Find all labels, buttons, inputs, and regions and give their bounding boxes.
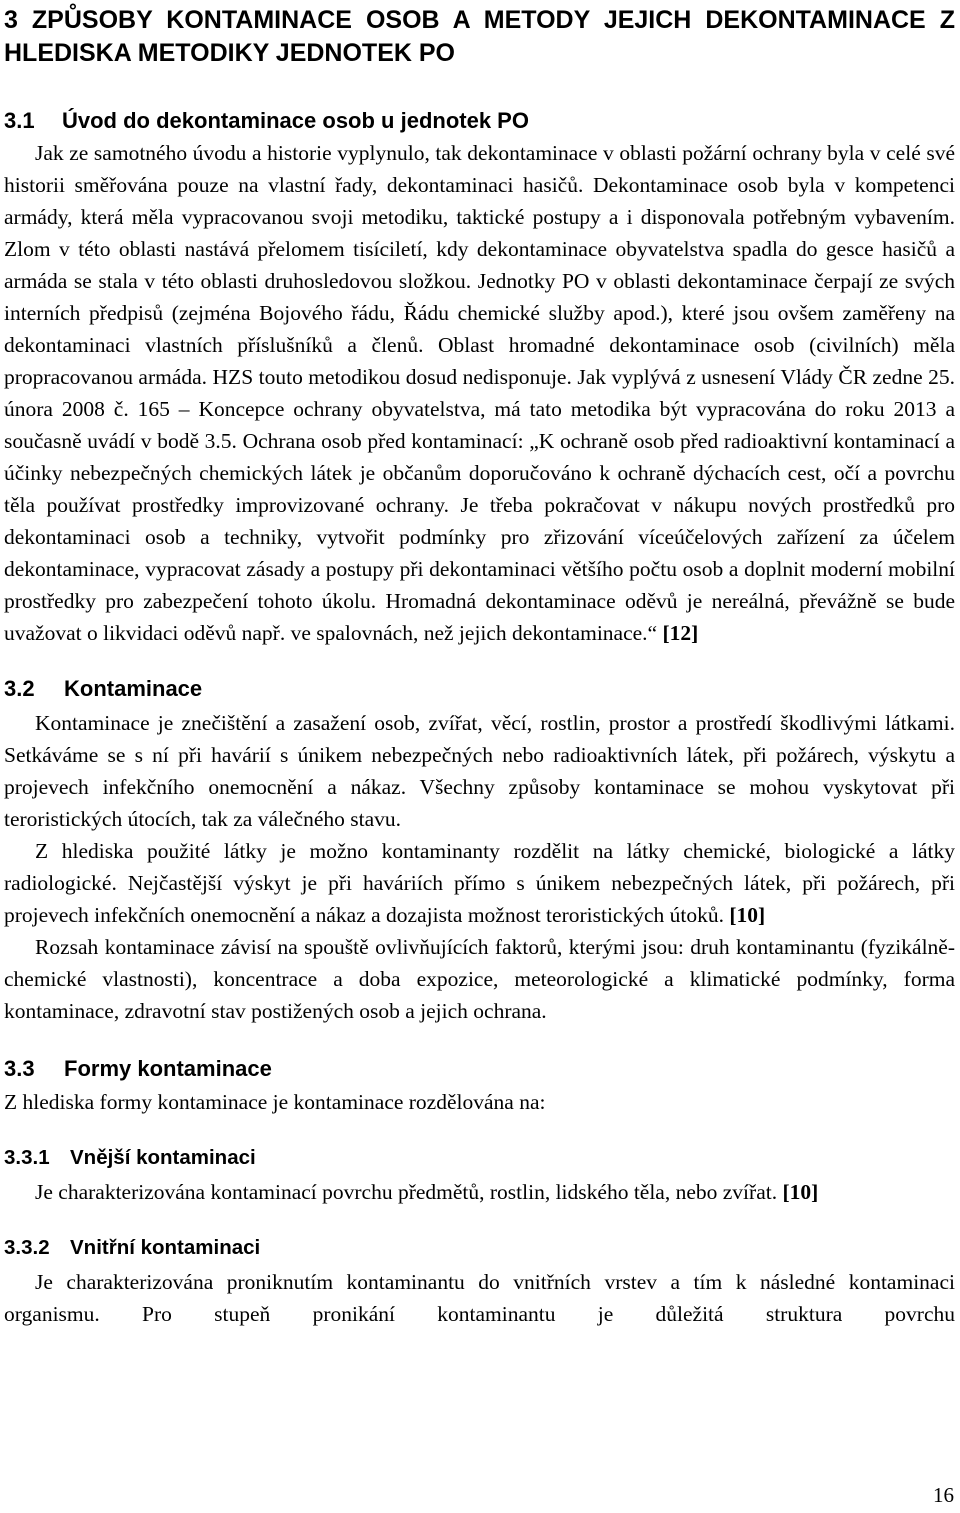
section-title: Vnitřní kontaminaci <box>70 1236 261 1259</box>
subsection-heading <box>4 1144 955 1172</box>
section-heading <box>4 105 955 137</box>
citation: [12] <box>662 621 699 645</box>
paragraph <box>4 931 955 1027</box>
paragraph-text: Rozsah kontaminace závisí na spouště ovlivňujících faktorů, kterými jsou: druh kontaminantu (fyzikálně-chemické vlastnosti), koncentrace a doba expozice, meteorologické a klimatické podmínky, forma kontaminace, zdravotní stav postižených osob a jejich ochrana. <box>4 935 955 1023</box>
section-number: 3.3.2 <box>4 1236 50 1259</box>
paragraph <box>4 1176 955 1208</box>
paragraph <box>4 1086 955 1118</box>
paragraph <box>4 1266 955 1330</box>
section-heading <box>4 674 955 704</box>
section-number: 3.2 <box>4 676 35 701</box>
chapter-heading: 3 ZPŮSOBY KONTAMINACE OSOB A METODY JEJICH DEKONTAMINACE Z HLEDISKA METODIKY JEDNOTEK PO <box>4 6 955 67</box>
section-3-3-1 <box>4 1144 955 1208</box>
paragraph-text: Z hlediska použité látky je možno kontaminanty rozdělit na látky chemické, biologické a látky radiologické. Nejčastější výskyt je při haváriích přímo s únikem nebezpečných látek, při požárech, při projevech infekčních onemocnění a nákaz a dozajista možnost teroristických útoků. <box>4 839 955 927</box>
section-3-3-2 <box>4 1234 955 1330</box>
section-3-2 <box>4 674 955 1027</box>
paragraph-text: Je charakterizována kontaminací povrchu předmětů, rostlin, lidského těla, nebo zvířat. <box>35 1180 778 1204</box>
citation: [10] <box>729 903 766 927</box>
page-number: 16 <box>933 1483 954 1507</box>
section-3-1 <box>4 105 955 649</box>
section-title: Úvod do dekontaminace osob u jednotek PO <box>62 108 529 133</box>
section-title: Vnější kontaminaci <box>70 1146 256 1169</box>
section-title: Formy kontaminace <box>64 1056 272 1081</box>
paragraph-text: Je charakterizována proniknutím kontaminantu do vnitřních vrstev a tím k následné kontaminaci organismu. Pro stupeň pronikání kontaminantu je důležitá struktura povrchu <box>4 1270 955 1326</box>
paragraph <box>4 707 955 835</box>
section-title: Kontaminace <box>64 676 203 701</box>
paragraph-text: Kontaminace je znečištění a zasažení osob, zvířat, věcí, rostlin, prostor a prostředí škodlivými látkami. Setkáváme se s ní při havárií s únikem nebezpečných nebo radioaktivních látek, při požárech, výskytu a projevech infekčního onemocnění a nákaz. Všechny způsoby kontaminace se mohou vyskytovat při teroristických útocích, tak za válečného stavu. <box>4 711 955 831</box>
paragraph-text: Z hlediska formy kontaminace je kontaminace rozdělována na: <box>4 1090 546 1114</box>
paragraph-text: Jak ze samotného úvodu a historie vyplynulo, tak dekontaminace v oblasti požární ochrany byla v celé své historii směřována pouze na vlastní řady, dekontaminaci hasičů. Dekontaminace osob byla v kompetenci armády, která měla vypracovanou svoji metodiku, taktické postupy a i disponovala potřebným vybavením. Zlom v této oblasti nastává přelomem tisíciletí, kdy dekontaminace obyvatelstva spadla do gesce hasičů a armáda se stala v této oblasti druhosledovou složkou. Jednotky PO v oblasti dekontaminace čerpají ze svých interních předpisů (zejména Bojového řádu, Řádu chemické služby apod.), které jsou ovšem zaměřeny na dekontaminaci vlastních příslušníků a členů. Oblast hromadné dekontaminace osob (civilních) měla propracovanou armáda. HZS touto metodikou dosud nedisponuje. Jak vyplývá z usnesení Vlády ČR zedne 25. února 2008 č. 165 – Koncepce ochrany obyvatelstva, má tato metodika být vypracována do roku 2013 a současně uvádí v bodě 3.5. Ochrana osob před kontaminací: „K ochraně osob před radioaktivní kontaminací a účinky nebezpečných chemických látek je občanům doporučováno k ochraně dýchacích cest, očí a povrchu těla používat prostředky improvizované ochrany. Je třeba pokračovat v nákupu nových prostředků pro dekontaminaci osob a techniky, vytvořit podmínky pro zřizování víceúčelových zařízení za účelem dekontaminace, vypracovat zásady a postupy při dekontaminaci většího počtu osob a doplnit moderní mobilní prostředky pro zabezpečení tohoto úkolu. Hromadná dekontaminace oděvů je nereálná, převážně se bude uvažovat o likvidaci oděvů např. ve spalovnách, než jejich dekontaminace.“ <box>4 141 955 645</box>
subsection-heading <box>4 1234 955 1262</box>
paragraph <box>4 137 955 649</box>
paragraph <box>4 835 955 931</box>
section-number: 3.1 <box>4 108 35 133</box>
section-3-3 <box>4 1054 955 1118</box>
page-content <box>4 4 955 1330</box>
section-number: 3.3 <box>4 1056 35 1081</box>
section-number: 3.3.1 <box>4 1146 50 1169</box>
section-heading <box>4 1054 955 1084</box>
citation: [10] <box>782 1180 819 1204</box>
